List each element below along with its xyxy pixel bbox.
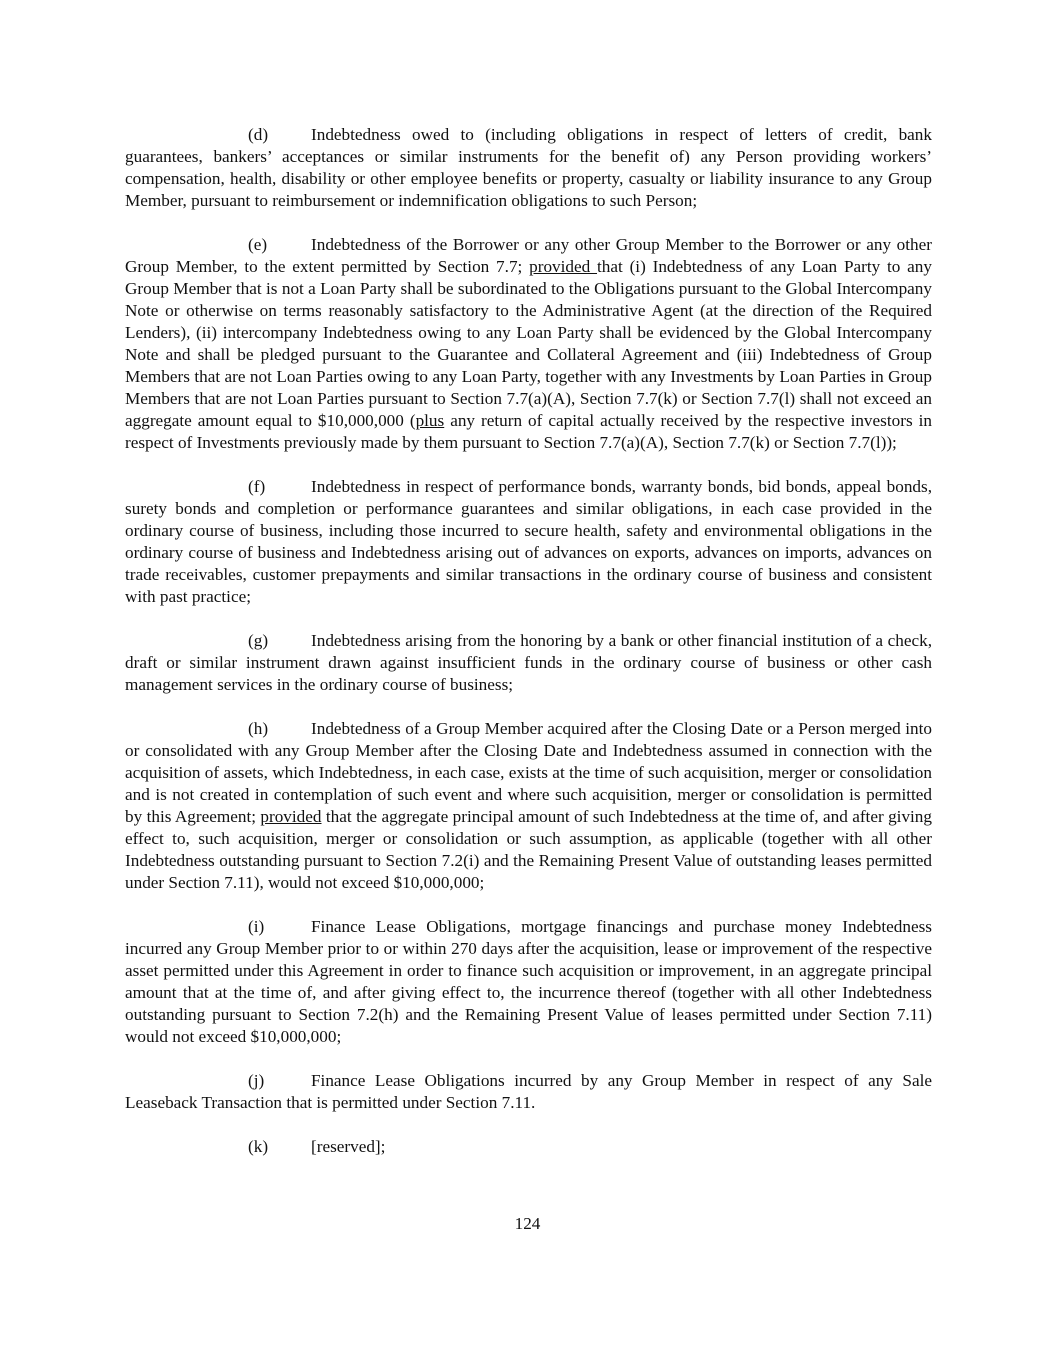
paragraph-text: [reserved]; [311,1137,386,1156]
paragraph-i [125,916,932,1048]
paragraph-text: Indebtedness owed to (including obligations in respect of letters of credit, bank guarantees, bankers’ acceptances or similar instruments for the benefit of) any Person providing workers’ compensation, health, disability or other employee benefits or property, casualty or liability insurance to any Group Member, pursuant to reimbursement or indemnification obligations to such Person; [125,125,932,210]
paragraph-text: Finance Lease Obligations, mortgage financings and purchase money Indebtedness incurred any Group Member prior to or within 270 days after the acquisition, lease or improvement of the respective asset permitted under this Agreement in order to finance such acquisition or improvement, in an aggregate principal amount that at the time of, and after giving effect to, the incurrence thereof (together with all other Indebtedness outstanding pursuant to Section 7.2(h) and the Remaining Present Value of leases permitted under Section 7.11) would not exceed $10,000,000; [125,917,932,1046]
paragraph-label: (f) [248,477,266,496]
paragraph-g [125,630,932,696]
paragraph-label: (e) [248,235,268,254]
paragraph-text: Finance Lease Obligations incurred by any Group Member in respect of any Sale Leaseback Transaction that is permitted under Section 7.11. [125,1071,932,1112]
paragraph-label: (g) [248,631,269,650]
paragraph-label: (j) [248,1071,265,1090]
paragraph-text: Indebtedness of the Borrower or any other Group Member to the Borrower or any other Group Member, to the extent permitted by Section 7.7; [125,235,932,276]
page-number: 124 [514,1214,541,1233]
paragraph-text: any return of capital actually received by the respective investors in respect of Investments previously made by them pursuant to Section 7.7(a)(A), Section 7.7(k) or Section 7.7(l)); [125,411,932,452]
paragraph-f [125,476,932,608]
paragraph-text: Indebtedness of a Group Member acquired after the Closing Date or a Person merged into or consolidated with any Group Member after the Closing Date and Indebtedness assumed in connection with the acquisition of assets, which Indebtedness, in each case, exists at the time of such acquisition, merger or consolidation and is not created in contemplation of such event and where such acquisition, merger or consolidation is permitted by this Agreement; [125,719,932,826]
paragraph-text: Indebtedness in respect of performance bonds, warranty bonds, bid bonds, appeal bonds, surety bonds and completion or performance guarantees and similar obligations, in each case provided in the ordinary course of business, including those incurred to secure health, safety and environmental obligations in the ordinary course of business and Indebtedness arising out of advances on exports, advances on imports, advances on trade receivables, customer prepayments and similar transactions in the ordinary course of business and consistent with past practice; [125,477,932,606]
paragraph-e [125,234,932,454]
paragraph-label: (i) [248,917,265,936]
paragraph-label: (h) [248,719,269,738]
paragraph-h [125,718,932,894]
document-body [125,124,932,1158]
paragraph-j [125,1070,932,1114]
paragraph-text: that (i) Indebtedness of any Loan Party to any Group Member that is not a Loan Party shall be subordinated to the Obligations pursuant to the Global Intercompany Note or otherwise on terms reasonably satisfactory to the Administrative Agent (at the direction of the Required Lenders), (ii) intercompany Indebtedness owing to any Loan Party shall be evidenced by the Global Intercompany Note and shall be pledged pursuant to the Guarantee and Collateral Agreement and (iii) Indebtedness of Group Members that are not Loan Parties owing to any Loan Party, together with any Investments by Loan Parties in Group Members that are not Loan Parties pursuant to Section 7.7(a)(A), Section 7.7(k) or Section 7.7(l) shall not exceed an aggregate amount equal to $10,000,000 ( [125,257,932,430]
paragraph-text: that the aggregate principal amount of such Indebtedness at the time of, and after giving effect to, such acquisition, merger or consolidation or such assumption, as applicable (together with all other Indebtedness outstanding pursuant to Section 7.2(i) and the Remaining Present Value of outstanding leases permitted under Section 7.11), would not exceed $10,000,000; [125,807,932,892]
paragraph-text: Indebtedness arising from the honoring by a bank or other financial institution of a check, draft or similar instrument drawn against insufficient funds in the ordinary course of business or other cash management services in the ordinary course of business; [125,631,932,694]
paragraph-d [125,124,932,212]
underlined-term-plus: plus [415,411,445,430]
underlined-term-provided: provided [529,257,598,276]
paragraph-label: (k) [248,1137,269,1156]
underlined-term-provided: provided [260,807,322,826]
paragraph-k [125,1136,932,1158]
paragraph-label: (d) [248,125,269,144]
